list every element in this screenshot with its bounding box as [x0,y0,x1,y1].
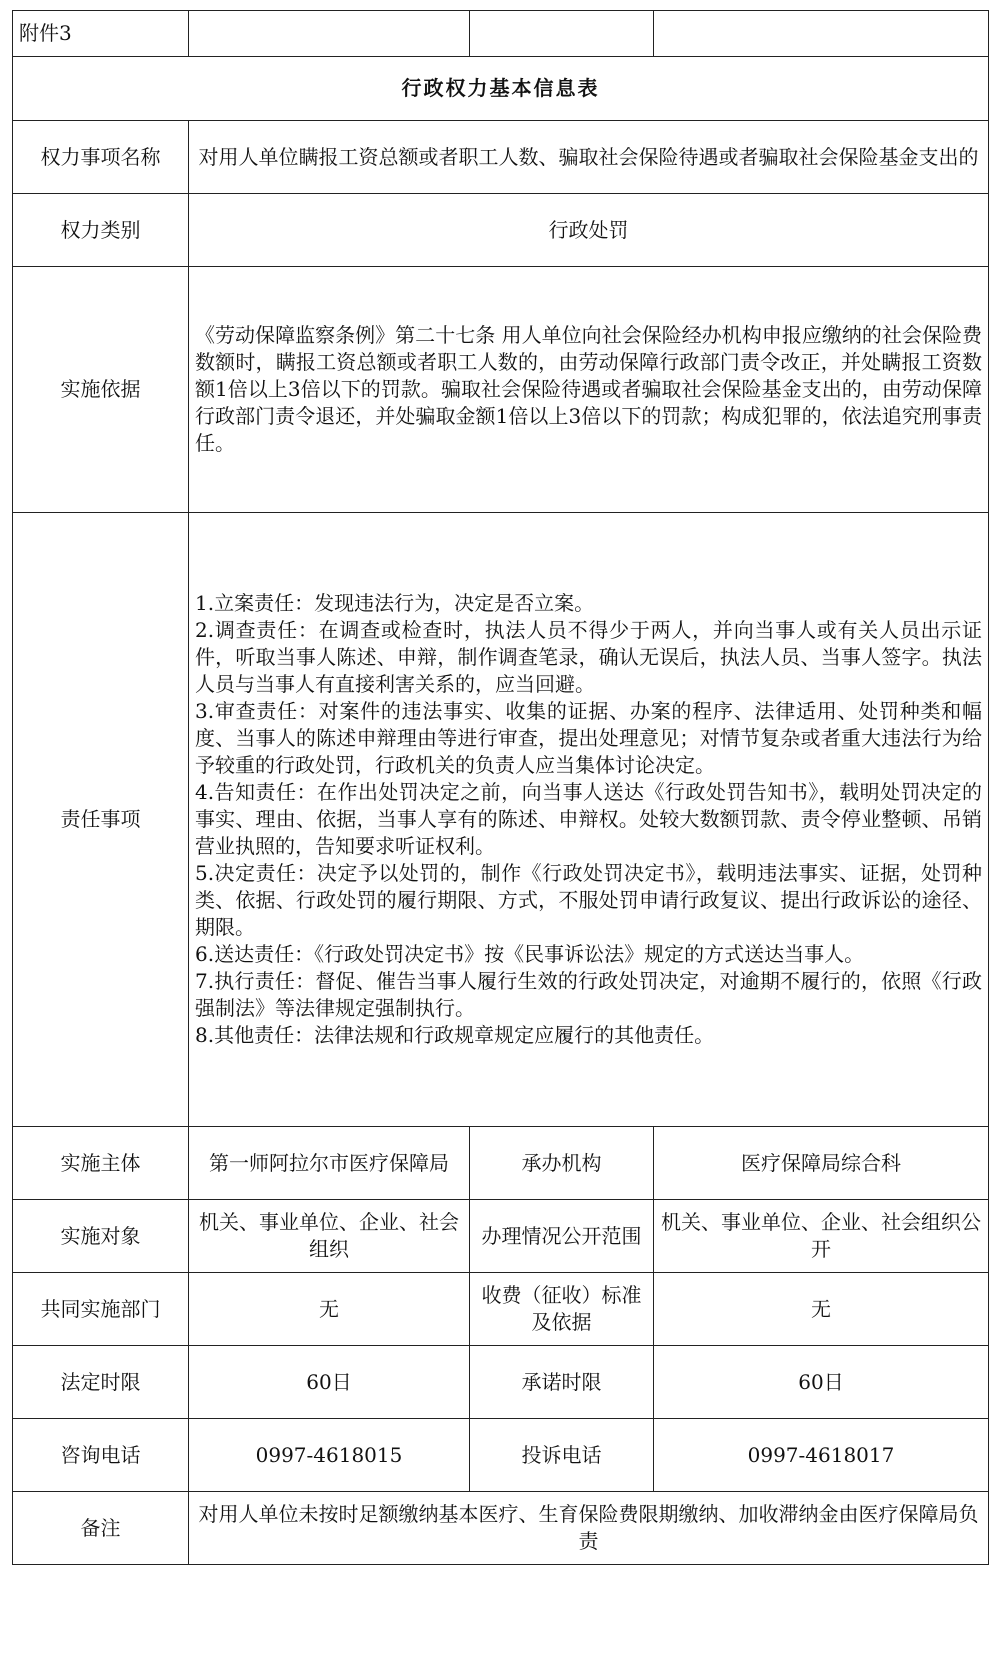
implementer-row [13,1127,989,1200]
responsibility-item: 3.审查责任：对案件的违法事实、收集的证据、办案的程序、法律适用、处罚种类和幅度、当事人的陈述申辩理由等进行审查，提出处理意见；对情节复杂或者重大违法行为给予较重的行政处罚，行政机关的负责人应当集体讨论决定。 [195,699,982,777]
fee-standard-value: 无 [654,1273,989,1346]
joint-departments-value: 无 [189,1273,470,1346]
responsibilities-list [189,513,989,1127]
remarks-label: 备注 [13,1492,189,1565]
responsibilities-label: 责任事项 [13,513,189,1127]
fee-standard-label: 收费（征收）标准及依据 [470,1273,654,1346]
consult-phone-value: 0997-4618015 [189,1419,470,1492]
title-row [13,57,989,121]
target-row [13,1200,989,1273]
page-title: 行政权力基本信息表 [13,57,989,121]
power-info-table [12,10,989,1565]
handling-agency-label: 承办机构 [470,1127,654,1200]
implementer-value: 第一师阿拉尔市医疗保障局 [189,1127,470,1200]
legal-basis-value: 《劳动保障监察条例》第二十七条 用人单位向社会保险经办机构申报应缴纳的社会保险费数额时，瞒报工资总额或者职工人数的，由劳动保障行政部门责令改正，并处瞒报工资数额1倍以上3倍以下的罚款。骗取社会保险待遇或者骗取社会保险基金支出的，由劳动保障行政部门责令退还，并处骗取金额1倍以上3倍以下的罚款；构成犯罪的，依法追究刑事责任。 [189,267,989,513]
handling-agency-value: 医疗保障局综合科 [654,1127,989,1200]
power-name-row [13,121,989,194]
remarks-value: 对用人单位未按时足额缴纳基本医疗、生育保险费限期缴纳、加收滞纳金由医疗保障局负责 [189,1492,989,1565]
legal-time-limit-label: 法定时限 [13,1346,189,1419]
power-name-value: 对用人单位瞒报工资总额或者职工人数、骗取社会保险待遇或者骗取社会保险基金支出的 [189,121,989,194]
consult-phone-label: 咨询电话 [13,1419,189,1492]
power-name-label: 权力事项名称 [13,121,189,194]
responsibility-item: 8.其他责任：法律法规和行政规章规定应履行的其他责任。 [195,1023,715,1047]
disclosure-scope-value: 机关、事业单位、企业、社会组织公开 [654,1200,989,1273]
responsibility-item: 7.执行责任：督促、催告当事人履行生效的行政处罚决定，对逾期不履行的，依照《行政强制法》等法律规定强制执行。 [195,969,982,1020]
responsibilities-row [13,513,989,1127]
responsibility-item: 1.立案责任：发现违法行为，决定是否立案。 [195,591,595,615]
attachment-label: 附件3 [13,11,189,57]
legal-basis-label: 实施依据 [13,267,189,513]
empty-cell [189,11,470,57]
complaint-phone-label: 投诉电话 [470,1419,654,1492]
power-type-label: 权力类别 [13,194,189,267]
disclosure-scope-label: 办理情况公开范围 [470,1200,654,1273]
joint-dept-row [13,1273,989,1346]
responsibility-item: 6.送达责任：《行政处罚决定书》按《民事诉讼法》规定的方式送达当事人。 [195,942,865,966]
promised-time-limit-value: 60日 [654,1346,989,1419]
phone-row [13,1419,989,1492]
responsibility-item: 2.调查责任：在调查或检查时，执法人员不得少于两人，并向当事人或有关人员出示证件，听取当事人陈述、申辩，制作调查笔录，确认无误后，执法人员、当事人签字。执法人员与当事人有直接利害关系的，应当回避。 [195,618,982,696]
attachment-row [13,11,989,57]
target-value: 机关、事业单位、企业、社会组织 [189,1200,470,1273]
empty-cell [470,11,654,57]
responsibility-item: 4.告知责任：在作出处罚决定之前，向当事人送达《行政处罚告知书》，载明处罚决定的事实、理由、依据，当事人享有的陈述、申辩权。处较大数额罚款、责令停业整顿、吊销营业执照的，告知要求听证权利。 [195,780,982,858]
power-type-row [13,194,989,267]
promised-time-limit-label: 承诺时限 [470,1346,654,1419]
target-label: 实施对象 [13,1200,189,1273]
remarks-row [13,1492,989,1565]
empty-cell [654,11,989,57]
joint-departments-label: 共同实施部门 [13,1273,189,1346]
legal-time-limit-value: 60日 [189,1346,470,1419]
responsibility-item: 5.决定责任：决定予以处罚的，制作《行政处罚决定书》，载明违法事实、证据，处罚种类、依据、行政处罚的履行期限、方式，不服处罚申请行政复议、提出行政诉讼的途径、期限。 [195,861,982,939]
complaint-phone-value: 0997-4618017 [654,1419,989,1492]
time-limit-row [13,1346,989,1419]
power-type-value: 行政处罚 [189,194,989,267]
implementer-label: 实施主体 [13,1127,189,1200]
legal-basis-row [13,267,989,513]
